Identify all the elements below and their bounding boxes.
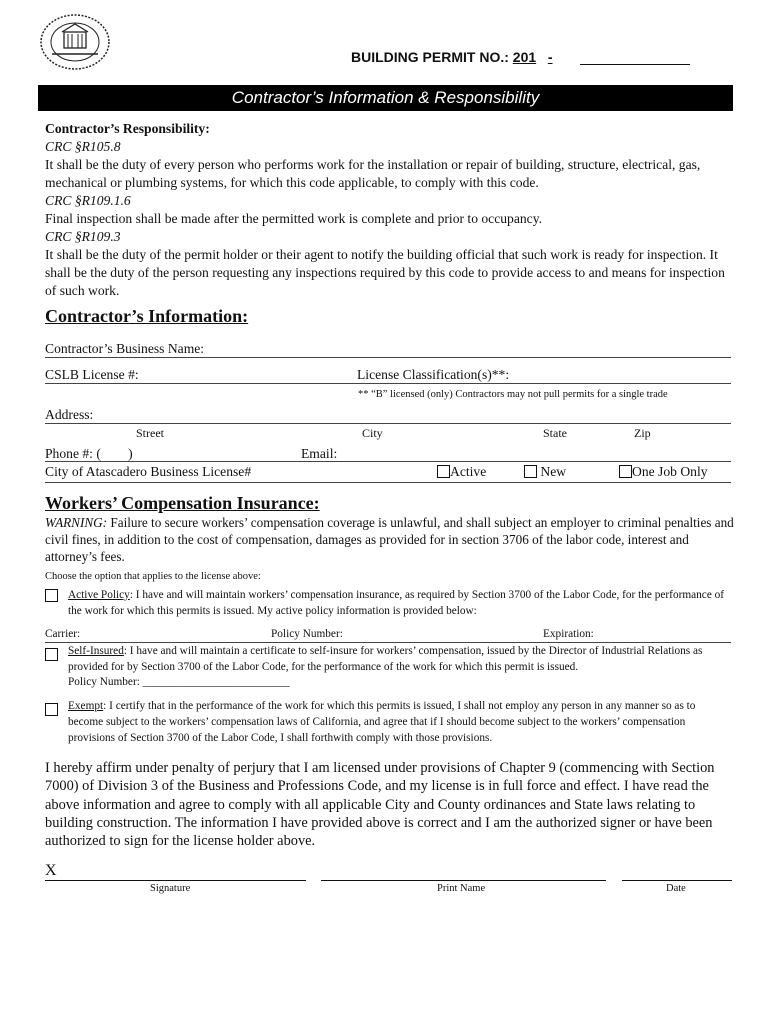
- section-banner: Contractor’s Information & Responsibility: [38, 85, 733, 111]
- code-ref-3: CRC §R109.3: [45, 229, 121, 244]
- workers-comp-heading: Workers’ Compensation Insurance:: [45, 493, 320, 513]
- active-policy-text: Active Policy: I have and will maintain workers’ compensation insurance, as required by Section 3700 of the Labor Code, for the performance of the work for which this permits is issued. My active policy information is provided below:: [68, 589, 725, 617]
- zip-label: Zip: [634, 426, 651, 440]
- cslb-label: CSLB License #:: [45, 367, 139, 382]
- permit-prefix: 201: [512, 49, 537, 65]
- signature-x: X: [45, 862, 57, 879]
- business-name-label: Contractor’s Business Name:: [45, 341, 205, 356]
- phone-email-field[interactable]: [45, 461, 731, 462]
- phone-label: Phone #: ( ): [45, 446, 133, 461]
- contractor-info-heading: Contractor’s Information:: [45, 306, 249, 326]
- print-name-field[interactable]: [321, 880, 606, 881]
- warning-text: WARNING: Failure to secure workers’ compensation coverage is unlawful, and shall subject an employer to criminal penalties and civil fines, in addition to the cost of compensation, damages as provided for in section 3706 of the labor code, interest and attorney’s fees.: [45, 515, 734, 564]
- date-label: Date: [666, 883, 686, 894]
- option-new[interactable]: New: [524, 463, 566, 481]
- self-insured-text: Self-Insured: I have and will maintain a certificate to self-insure for workers’ compensation, issued by the Director of Industrial Relations as provided for by Section 3700 of the Labor Code, for the performance of the work for which this permit is issued.: [68, 645, 703, 673]
- city-seal-logo: [38, 12, 112, 72]
- carrier-label: Carrier:: [45, 628, 81, 640]
- signature-label: Signature: [150, 883, 191, 894]
- active-policy-checkbox[interactable]: [45, 589, 58, 602]
- divider: [45, 482, 731, 483]
- responsibility-section: [45, 120, 735, 300]
- code-ref-2: CRC §R109.1.6: [45, 193, 131, 208]
- address-label: Address:: [45, 407, 94, 422]
- permit-number-label: BUILDING PERMIT NO.: 201 -: [351, 49, 553, 65]
- responsibility-text-3: It shall be the duty of the permit holder or their agent to notify the building official that such work is ready for inspection. It shall be the duty of the person requesting any inspections required by this code to provide access to and means for inspection of such work.: [45, 247, 725, 298]
- choose-option-label: Choose the option that applies to the license above:: [45, 571, 261, 582]
- responsibility-heading: Contractor’s Responsibility:: [45, 121, 210, 136]
- exempt-checkbox[interactable]: [45, 703, 58, 716]
- exempt-text: Exempt: I certify that in the performance of the work for which this permits is issued, I shall not employ any person in any manner so as to become subject to the workers’ compensation laws of California, and agree that if I should become subject to the workers’ compensation provisions of Section 3700 of the Labor Code, I shall forthwith comply with those provisions.: [68, 700, 696, 744]
- new-checkbox[interactable]: [524, 465, 537, 478]
- code-ref-1: CRC §R105.8: [45, 139, 121, 154]
- license-note: ** “B” licensed (only) Contractors may not pull permits for a single trade: [358, 389, 668, 400]
- cslb-field[interactable]: [45, 383, 731, 384]
- street-label: Street: [136, 426, 164, 440]
- self-insured-checkbox[interactable]: [45, 648, 58, 661]
- email-label: Email:: [301, 446, 338, 461]
- self-policy-number[interactable]: Policy Number: __________________________: [68, 676, 290, 688]
- one-job-checkbox[interactable]: [619, 465, 632, 478]
- address-field[interactable]: [45, 423, 731, 424]
- city-license-label: City of Atascadero Business License#: [45, 464, 252, 479]
- expiration-label: Expiration:: [543, 628, 594, 640]
- license-class-label: License Classification(s)**:: [357, 367, 510, 382]
- option-active[interactable]: Active: [437, 463, 486, 481]
- active-checkbox[interactable]: [437, 465, 450, 478]
- city-label: City: [362, 426, 383, 440]
- signature-field[interactable]: [45, 880, 306, 881]
- print-name-label: Print Name: [437, 883, 486, 894]
- policy-number-label: Policy Number:: [271, 628, 343, 640]
- permit-number-field[interactable]: [580, 64, 690, 65]
- responsibility-text-1: It shall be the duty of every person who performs work for the installation or repair of building, structure, electrical, gas, mechanical or plumbing systems, for which this code applicable, to comply with this code.: [45, 157, 701, 190]
- business-name-field[interactable]: [45, 357, 731, 358]
- state-label: State: [543, 426, 567, 440]
- affirmation-text: I hereby affirm under penalty of perjury that I am licensed under provisions of Chapter 9 (commencing with Section 7000) of Division 3 of the Business and Professions Code, and my license is in full force and effect. I have read the above information and agree to comply with all applicable City and County ordinances and State laws relating to building construction. The information I have provided above is correct and I am the authorized signer or have been authorized to sign for the license holder above.: [45, 760, 715, 850]
- option-one-job[interactable]: One Job Only: [619, 463, 708, 481]
- responsibility-text-2: Final inspection shall be made after the permitted work is complete and prior to occupancy.: [45, 211, 543, 226]
- date-field[interactable]: [622, 880, 732, 881]
